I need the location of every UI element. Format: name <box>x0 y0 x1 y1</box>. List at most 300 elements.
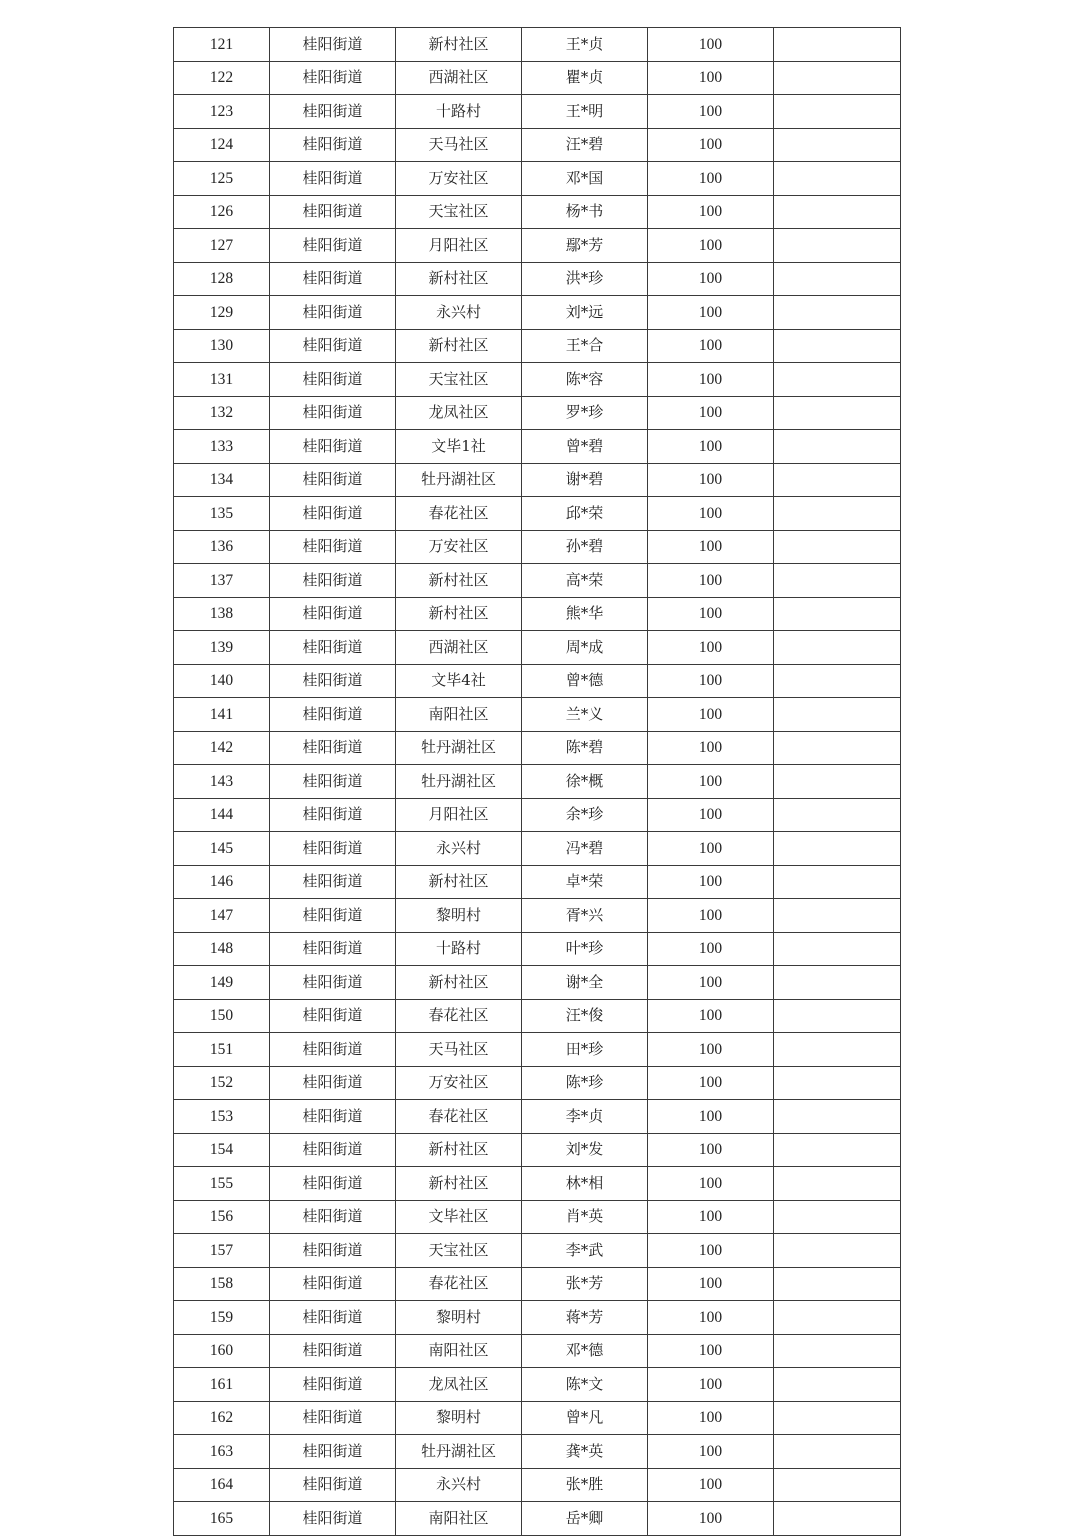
cell-name: 冯*碧 <box>522 832 648 866</box>
cell-amount: 100 <box>648 1334 774 1368</box>
cell-street: 桂阳街道 <box>270 999 396 1033</box>
cell-index: 136 <box>174 530 270 564</box>
table-row <box>174 1368 901 1402</box>
cell-community: 龙凤社区 <box>396 1368 522 1402</box>
cell-street: 桂阳街道 <box>270 1167 396 1201</box>
cell-note <box>774 1334 901 1368</box>
cell-street: 桂阳街道 <box>270 1435 396 1469</box>
cell-community: 新村社区 <box>396 865 522 899</box>
cell-amount: 100 <box>648 1301 774 1335</box>
beneficiary-table <box>173 27 901 1536</box>
cell-name: 李*贞 <box>522 1100 648 1134</box>
cell-index: 160 <box>174 1334 270 1368</box>
cell-amount: 100 <box>648 229 774 263</box>
cell-index: 157 <box>174 1234 270 1268</box>
cell-note <box>774 899 901 933</box>
table-row <box>174 664 901 698</box>
cell-index: 129 <box>174 296 270 330</box>
table-row <box>174 396 901 430</box>
cell-street: 桂阳街道 <box>270 195 396 229</box>
cell-note <box>774 597 901 631</box>
cell-note <box>774 1100 901 1134</box>
table-row <box>174 1401 901 1435</box>
cell-community: 天马社区 <box>396 128 522 162</box>
table-row <box>174 162 901 196</box>
cell-name: 罗*珍 <box>522 396 648 430</box>
cell-name: 林*相 <box>522 1167 648 1201</box>
cell-street: 桂阳街道 <box>270 396 396 430</box>
cell-note <box>774 1234 901 1268</box>
cell-street: 桂阳街道 <box>270 731 396 765</box>
cell-amount: 100 <box>648 1234 774 1268</box>
cell-name: 邓*德 <box>522 1334 648 1368</box>
cell-street: 桂阳街道 <box>270 128 396 162</box>
table-row <box>174 1133 901 1167</box>
cell-amount: 100 <box>648 765 774 799</box>
cell-street: 桂阳街道 <box>270 1200 396 1234</box>
cell-amount: 100 <box>648 798 774 832</box>
cell-note <box>774 765 901 799</box>
cell-name: 岳*卿 <box>522 1502 648 1536</box>
cell-index: 159 <box>174 1301 270 1335</box>
cell-community: 天马社区 <box>396 1033 522 1067</box>
cell-street: 桂阳街道 <box>270 530 396 564</box>
table-row <box>174 899 901 933</box>
cell-index: 163 <box>174 1435 270 1469</box>
cell-index: 126 <box>174 195 270 229</box>
cell-amount: 100 <box>648 363 774 397</box>
cell-amount: 100 <box>648 1435 774 1469</box>
cell-name: 曾*碧 <box>522 430 648 464</box>
cell-street: 桂阳街道 <box>270 932 396 966</box>
cell-amount: 100 <box>648 430 774 464</box>
cell-note <box>774 363 901 397</box>
cell-street: 桂阳街道 <box>270 497 396 531</box>
cell-index: 153 <box>174 1100 270 1134</box>
cell-name: 叶*珍 <box>522 932 648 966</box>
cell-street: 桂阳街道 <box>270 631 396 665</box>
cell-name: 兰*义 <box>522 698 648 732</box>
cell-note <box>774 731 901 765</box>
table-row <box>174 731 901 765</box>
table-row <box>174 1200 901 1234</box>
cell-amount: 100 <box>648 1401 774 1435</box>
cell-community: 南阳社区 <box>396 1502 522 1536</box>
cell-community: 文毕1社 <box>396 430 522 464</box>
cell-amount: 100 <box>648 1502 774 1536</box>
cell-note <box>774 430 901 464</box>
cell-index: 138 <box>174 597 270 631</box>
cell-index: 141 <box>174 698 270 732</box>
cell-name: 洪*珍 <box>522 262 648 296</box>
cell-name: 肖*英 <box>522 1200 648 1234</box>
cell-index: 142 <box>174 731 270 765</box>
cell-name: 王*贞 <box>522 28 648 62</box>
cell-street: 桂阳街道 <box>270 262 396 296</box>
cell-note <box>774 396 901 430</box>
cell-street: 桂阳街道 <box>270 463 396 497</box>
cell-name: 卓*荣 <box>522 865 648 899</box>
cell-amount: 100 <box>648 396 774 430</box>
cell-name: 龚*英 <box>522 1435 648 1469</box>
cell-street: 桂阳街道 <box>270 1301 396 1335</box>
table-row <box>174 564 901 598</box>
table-row <box>174 61 901 95</box>
cell-amount: 100 <box>648 28 774 62</box>
cell-note <box>774 229 901 263</box>
cell-amount: 100 <box>648 95 774 129</box>
cell-street: 桂阳街道 <box>270 28 396 62</box>
cell-note <box>774 1468 901 1502</box>
cell-community: 天宝社区 <box>396 195 522 229</box>
cell-community: 天宝社区 <box>396 1234 522 1268</box>
cell-note <box>774 128 901 162</box>
cell-amount: 100 <box>648 999 774 1033</box>
cell-amount: 100 <box>648 698 774 732</box>
cell-community: 牡丹湖社区 <box>396 1435 522 1469</box>
cell-amount: 100 <box>648 128 774 162</box>
cell-index: 127 <box>174 229 270 263</box>
cell-note <box>774 296 901 330</box>
cell-note <box>774 195 901 229</box>
cell-community: 黎明村 <box>396 899 522 933</box>
cell-name: 刘*发 <box>522 1133 648 1167</box>
cell-index: 131 <box>174 363 270 397</box>
cell-street: 桂阳街道 <box>270 1502 396 1536</box>
cell-name: 王*明 <box>522 95 648 129</box>
cell-index: 132 <box>174 396 270 430</box>
cell-community: 新村社区 <box>396 262 522 296</box>
table-row <box>174 1435 901 1469</box>
cell-community: 万安社区 <box>396 162 522 196</box>
cell-name: 陈*文 <box>522 1368 648 1402</box>
cell-index: 147 <box>174 899 270 933</box>
table-row <box>174 195 901 229</box>
table-row <box>174 798 901 832</box>
cell-community: 春花社区 <box>396 497 522 531</box>
cell-community: 新村社区 <box>396 564 522 598</box>
cell-street: 桂阳街道 <box>270 430 396 464</box>
cell-name: 陈*容 <box>522 363 648 397</box>
cell-amount: 100 <box>648 832 774 866</box>
cell-index: 121 <box>174 28 270 62</box>
cell-note <box>774 798 901 832</box>
cell-index: 152 <box>174 1066 270 1100</box>
cell-community: 永兴村 <box>396 296 522 330</box>
cell-community: 新村社区 <box>396 1167 522 1201</box>
cell-index: 125 <box>174 162 270 196</box>
cell-index: 123 <box>174 95 270 129</box>
cell-community: 春花社区 <box>396 999 522 1033</box>
cell-name: 谢*碧 <box>522 463 648 497</box>
table-row <box>174 932 901 966</box>
cell-note <box>774 664 901 698</box>
cell-index: 139 <box>174 631 270 665</box>
cell-street: 桂阳街道 <box>270 765 396 799</box>
cell-name: 王*合 <box>522 329 648 363</box>
cell-street: 桂阳街道 <box>270 899 396 933</box>
cell-street: 桂阳街道 <box>270 1468 396 1502</box>
cell-community: 天宝社区 <box>396 363 522 397</box>
table-row <box>174 1334 901 1368</box>
cell-index: 156 <box>174 1200 270 1234</box>
cell-street: 桂阳街道 <box>270 1401 396 1435</box>
cell-note <box>774 564 901 598</box>
cell-community: 牡丹湖社区 <box>396 463 522 497</box>
table-row <box>174 1468 901 1502</box>
cell-index: 137 <box>174 564 270 598</box>
cell-index: 151 <box>174 1033 270 1067</box>
cell-name: 李*武 <box>522 1234 648 1268</box>
cell-street: 桂阳街道 <box>270 1100 396 1134</box>
cell-index: 164 <box>174 1468 270 1502</box>
table-row <box>174 1234 901 1268</box>
cell-index: 130 <box>174 329 270 363</box>
cell-amount: 100 <box>648 530 774 564</box>
cell-note <box>774 329 901 363</box>
cell-community: 春花社区 <box>396 1100 522 1134</box>
cell-name: 周*成 <box>522 631 648 665</box>
cell-index: 154 <box>174 1133 270 1167</box>
cell-street: 桂阳街道 <box>270 1334 396 1368</box>
cell-name: 瞿*贞 <box>522 61 648 95</box>
cell-community: 万安社区 <box>396 1066 522 1100</box>
cell-community: 牡丹湖社区 <box>396 731 522 765</box>
cell-community: 十路村 <box>396 95 522 129</box>
cell-index: 122 <box>174 61 270 95</box>
cell-community: 黎明村 <box>396 1301 522 1335</box>
cell-note <box>774 530 901 564</box>
cell-street: 桂阳街道 <box>270 664 396 698</box>
cell-amount: 100 <box>648 631 774 665</box>
table-row <box>174 329 901 363</box>
table-row <box>174 698 901 732</box>
table-row <box>174 631 901 665</box>
cell-note <box>774 698 901 732</box>
cell-note <box>774 631 901 665</box>
cell-note <box>774 497 901 531</box>
cell-street: 桂阳街道 <box>270 229 396 263</box>
table-row <box>174 832 901 866</box>
cell-community: 西湖社区 <box>396 631 522 665</box>
cell-street: 桂阳街道 <box>270 564 396 598</box>
cell-amount: 100 <box>648 162 774 196</box>
cell-index: 145 <box>174 832 270 866</box>
cell-amount: 100 <box>648 61 774 95</box>
cell-amount: 100 <box>648 463 774 497</box>
cell-index: 143 <box>174 765 270 799</box>
cell-amount: 100 <box>648 1468 774 1502</box>
cell-amount: 100 <box>648 664 774 698</box>
cell-note <box>774 832 901 866</box>
cell-street: 桂阳街道 <box>270 1033 396 1067</box>
table-row <box>174 1267 901 1301</box>
cell-name: 熊*华 <box>522 597 648 631</box>
cell-index: 162 <box>174 1401 270 1435</box>
cell-index: 158 <box>174 1267 270 1301</box>
cell-name: 邱*荣 <box>522 497 648 531</box>
cell-community: 牡丹湖社区 <box>396 765 522 799</box>
cell-note <box>774 262 901 296</box>
cell-index: 134 <box>174 463 270 497</box>
cell-street: 桂阳街道 <box>270 1368 396 1402</box>
cell-index: 140 <box>174 664 270 698</box>
cell-amount: 100 <box>648 564 774 598</box>
table-row <box>174 1502 901 1536</box>
cell-amount: 100 <box>648 296 774 330</box>
cell-community: 月阳社区 <box>396 229 522 263</box>
cell-name: 曾*德 <box>522 664 648 698</box>
cell-name: 陈*珍 <box>522 1066 648 1100</box>
cell-community: 文毕社区 <box>396 1200 522 1234</box>
cell-note <box>774 1066 901 1100</box>
cell-name: 蒋*芳 <box>522 1301 648 1335</box>
table-row <box>174 229 901 263</box>
cell-note <box>774 932 901 966</box>
cell-note <box>774 1502 901 1536</box>
cell-note <box>774 1267 901 1301</box>
cell-amount: 100 <box>648 932 774 966</box>
cell-community: 南阳社区 <box>396 698 522 732</box>
cell-note <box>774 865 901 899</box>
cell-note <box>774 1368 901 1402</box>
cell-community: 南阳社区 <box>396 1334 522 1368</box>
table-row <box>174 765 901 799</box>
table-row <box>174 1167 901 1201</box>
document-page <box>173 27 901 1536</box>
cell-name: 高*荣 <box>522 564 648 598</box>
cell-street: 桂阳街道 <box>270 296 396 330</box>
cell-name: 张*芳 <box>522 1267 648 1301</box>
cell-street: 桂阳街道 <box>270 1267 396 1301</box>
cell-index: 146 <box>174 865 270 899</box>
cell-note <box>774 966 901 1000</box>
cell-index: 165 <box>174 1502 270 1536</box>
cell-community: 春花社区 <box>396 1267 522 1301</box>
cell-community: 十路村 <box>396 932 522 966</box>
cell-name: 胥*兴 <box>522 899 648 933</box>
cell-amount: 100 <box>648 195 774 229</box>
cell-street: 桂阳街道 <box>270 162 396 196</box>
cell-note <box>774 28 901 62</box>
cell-community: 新村社区 <box>396 966 522 1000</box>
cell-street: 桂阳街道 <box>270 95 396 129</box>
cell-note <box>774 1435 901 1469</box>
cell-index: 150 <box>174 999 270 1033</box>
cell-index: 144 <box>174 798 270 832</box>
cell-community: 西湖社区 <box>396 61 522 95</box>
cell-name: 谢*全 <box>522 966 648 1000</box>
cell-index: 148 <box>174 932 270 966</box>
table-row <box>174 1033 901 1067</box>
cell-note <box>774 1167 901 1201</box>
cell-amount: 100 <box>648 597 774 631</box>
cell-community: 龙凤社区 <box>396 396 522 430</box>
cell-note <box>774 463 901 497</box>
cell-name: 鄢*芳 <box>522 229 648 263</box>
cell-name: 杨*书 <box>522 195 648 229</box>
cell-street: 桂阳街道 <box>270 61 396 95</box>
cell-street: 桂阳街道 <box>270 363 396 397</box>
cell-street: 桂阳街道 <box>270 698 396 732</box>
cell-name: 田*珍 <box>522 1033 648 1067</box>
cell-name: 汪*碧 <box>522 128 648 162</box>
cell-community: 月阳社区 <box>396 798 522 832</box>
cell-amount: 100 <box>648 1368 774 1402</box>
cell-street: 桂阳街道 <box>270 1066 396 1100</box>
cell-note <box>774 1033 901 1067</box>
cell-name: 张*胜 <box>522 1468 648 1502</box>
cell-name: 曾*凡 <box>522 1401 648 1435</box>
table-row <box>174 363 901 397</box>
cell-note <box>774 1133 901 1167</box>
cell-note <box>774 95 901 129</box>
cell-amount: 100 <box>648 1200 774 1234</box>
cell-name: 刘*远 <box>522 296 648 330</box>
cell-community: 永兴村 <box>396 1468 522 1502</box>
cell-community: 新村社区 <box>396 28 522 62</box>
cell-index: 124 <box>174 128 270 162</box>
cell-street: 桂阳街道 <box>270 1234 396 1268</box>
cell-amount: 100 <box>648 497 774 531</box>
cell-amount: 100 <box>648 1100 774 1134</box>
cell-name: 邓*国 <box>522 162 648 196</box>
table-row <box>174 530 901 564</box>
cell-index: 128 <box>174 262 270 296</box>
cell-community: 新村社区 <box>396 597 522 631</box>
cell-note <box>774 1301 901 1335</box>
table-row <box>174 128 901 162</box>
cell-amount: 100 <box>648 1267 774 1301</box>
table-row <box>174 999 901 1033</box>
table-row <box>174 95 901 129</box>
cell-street: 桂阳街道 <box>270 597 396 631</box>
cell-name: 汪*俊 <box>522 999 648 1033</box>
cell-amount: 100 <box>648 1066 774 1100</box>
cell-community: 文毕4社 <box>396 664 522 698</box>
table-row <box>174 1100 901 1134</box>
cell-note <box>774 999 901 1033</box>
cell-street: 桂阳街道 <box>270 329 396 363</box>
table-row <box>174 597 901 631</box>
table-row <box>174 966 901 1000</box>
table-row <box>174 1066 901 1100</box>
cell-note <box>774 1401 901 1435</box>
cell-name: 徐*概 <box>522 765 648 799</box>
cell-community: 黎明村 <box>396 1401 522 1435</box>
table-row <box>174 865 901 899</box>
cell-name: 陈*碧 <box>522 731 648 765</box>
cell-note <box>774 162 901 196</box>
cell-street: 桂阳街道 <box>270 865 396 899</box>
cell-index: 161 <box>174 1368 270 1402</box>
table-body <box>174 28 901 1536</box>
cell-amount: 100 <box>648 1033 774 1067</box>
cell-name: 余*珍 <box>522 798 648 832</box>
cell-amount: 100 <box>648 1167 774 1201</box>
cell-street: 桂阳街道 <box>270 966 396 1000</box>
cell-index: 133 <box>174 430 270 464</box>
cell-amount: 100 <box>648 966 774 1000</box>
cell-street: 桂阳街道 <box>270 798 396 832</box>
cell-community: 新村社区 <box>396 1133 522 1167</box>
cell-amount: 100 <box>648 329 774 363</box>
cell-amount: 100 <box>648 1133 774 1167</box>
table-row <box>174 296 901 330</box>
cell-community: 永兴村 <box>396 832 522 866</box>
cell-note <box>774 1200 901 1234</box>
cell-community: 新村社区 <box>396 329 522 363</box>
